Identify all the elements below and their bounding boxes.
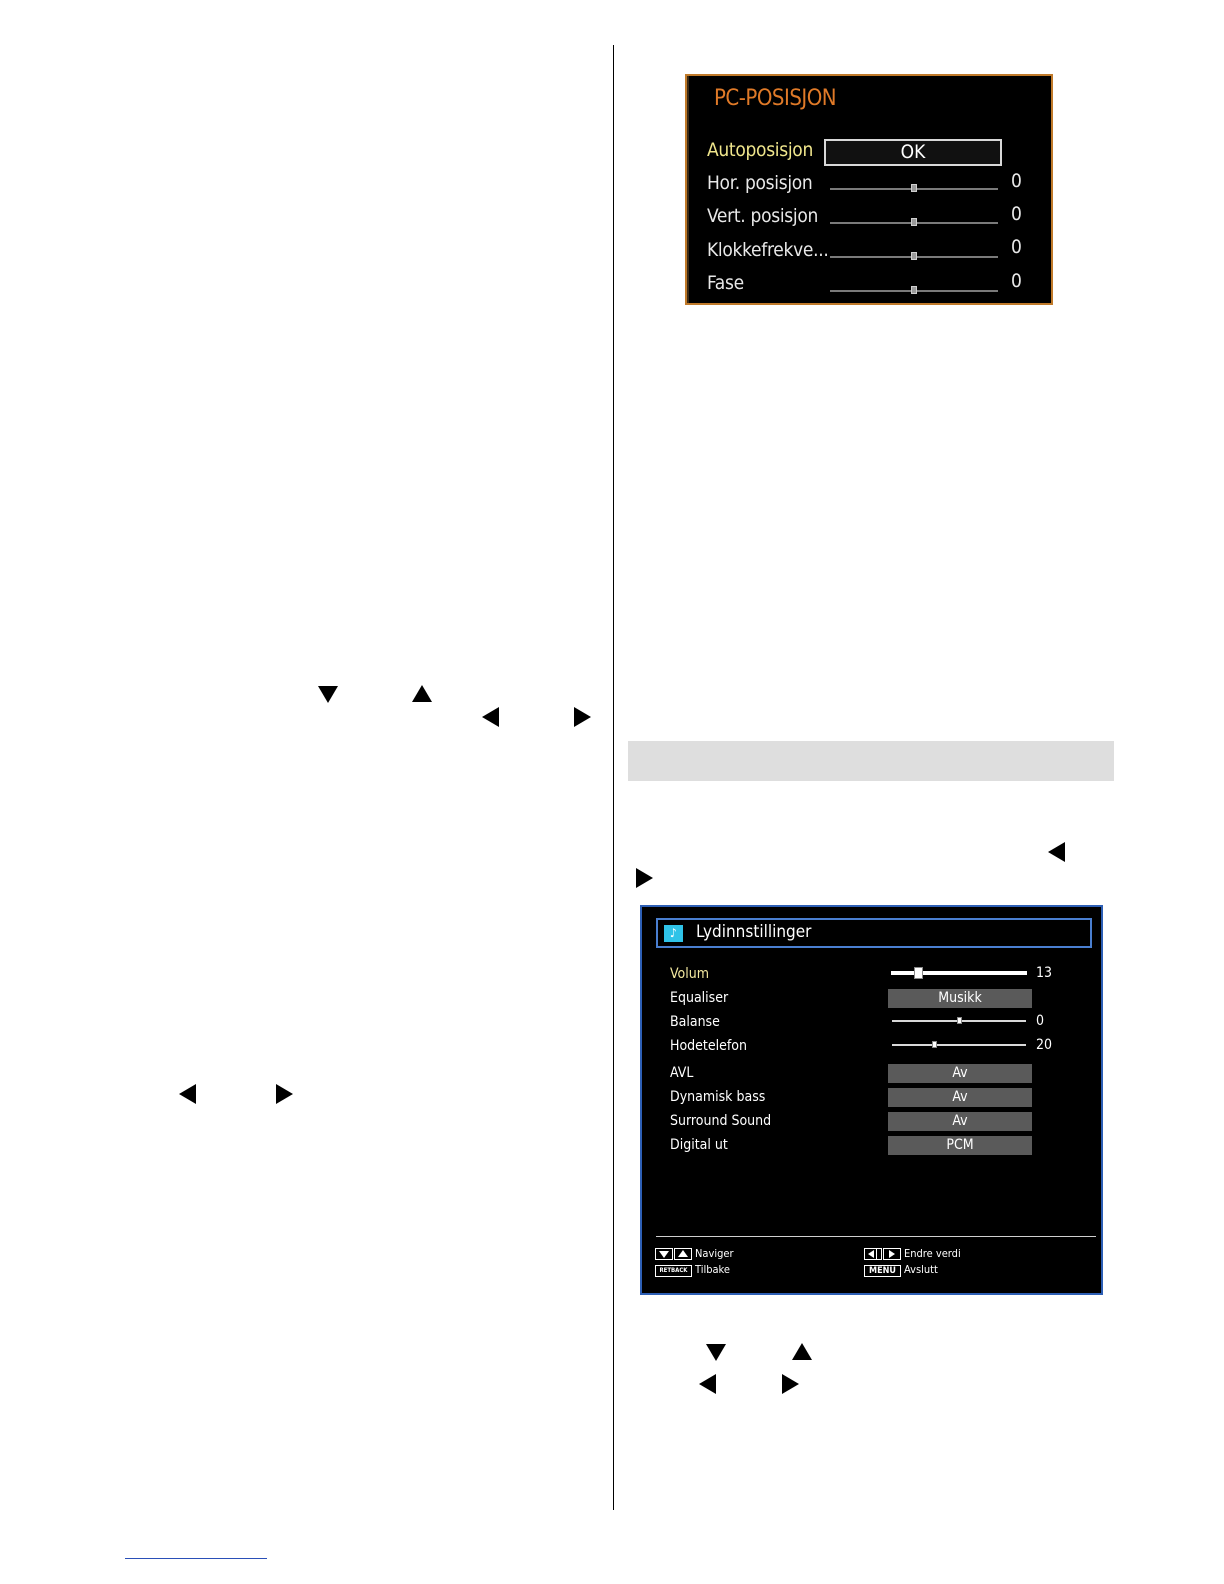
back-hint: Tilbake: [695, 1263, 730, 1276]
headphone-value: 20: [1036, 1037, 1053, 1053]
hor-position-label[interactable]: Hor. posisjon: [707, 172, 813, 194]
menu-key-icon: MENU: [864, 1265, 901, 1277]
volume-label[interactable]: Volum: [670, 966, 709, 982]
volume-value: 13: [1036, 965, 1053, 981]
equaliser-option[interactable]: Musikk: [888, 989, 1032, 1008]
avl-option[interactable]: Av: [888, 1064, 1032, 1083]
balance-slider-thumb[interactable]: [957, 1017, 962, 1024]
footer-link-underline: [125, 1558, 267, 1559]
phase-label[interactable]: Fase: [707, 272, 744, 294]
vert-position-value: 0: [1011, 203, 1022, 225]
column-divider: [613, 45, 614, 1510]
phase-value: 0: [1011, 270, 1022, 292]
menu-edge: [687, 76, 689, 303]
clock-frequency-value: 0: [1011, 236, 1022, 258]
menu-title: PC-POSISJON: [714, 86, 837, 111]
slider-thumb[interactable]: [911, 184, 917, 192]
menu-header: [656, 918, 1092, 948]
slider-thumb[interactable]: [911, 252, 917, 260]
right-arrow-icon: [276, 1084, 293, 1104]
vert-position-label[interactable]: Vert. posisjon: [707, 205, 819, 227]
up-key-icon: [674, 1248, 692, 1260]
dynamic-bass-label[interactable]: Dynamisk bass: [670, 1089, 766, 1105]
left-arrow-icon: [1048, 842, 1065, 862]
surround-sound-label[interactable]: Surround Sound: [670, 1113, 772, 1129]
section-heading-bar: [628, 741, 1114, 781]
clock-frequency-label[interactable]: Klokkefrekve...: [707, 239, 829, 261]
exit-hint: Avslutt: [904, 1263, 938, 1276]
down-key-icon: [655, 1248, 673, 1260]
headphone-slider-thumb[interactable]: [932, 1041, 937, 1048]
right-arrow-icon: [636, 868, 653, 888]
autoposition-ok-button[interactable]: OK: [824, 139, 1002, 166]
down-arrow-icon: [318, 686, 338, 703]
autoposition-label[interactable]: Autoposisjon: [707, 139, 813, 161]
pc-position-menu: [685, 74, 1053, 305]
right-arrow-icon: [782, 1374, 799, 1394]
menu-title: Lydinnstillinger: [696, 922, 812, 942]
volume-slider[interactable]: [891, 971, 1027, 975]
up-arrow-icon: [792, 1343, 812, 1360]
sound-settings-menu: [640, 905, 1103, 1295]
balance-label[interactable]: Balanse: [670, 1014, 720, 1030]
slider-thumb[interactable]: [911, 218, 917, 226]
balance-value: 0: [1036, 1013, 1045, 1029]
music-note-icon: ♪: [664, 925, 683, 942]
equaliser-label[interactable]: Equaliser: [670, 990, 729, 1006]
change-value-hint: Endre verdi: [904, 1247, 961, 1260]
avl-label[interactable]: AVL: [670, 1065, 694, 1081]
headphone-label[interactable]: Hodetelefon: [670, 1038, 747, 1054]
hor-position-value: 0: [1011, 170, 1022, 192]
right-key-icon: [883, 1248, 901, 1260]
left-arrow-icon: [699, 1374, 716, 1394]
headphone-slider[interactable]: [892, 1044, 1026, 1046]
digital-out-label[interactable]: Digital ut: [670, 1137, 728, 1153]
left-arrow-icon: [179, 1084, 196, 1104]
help-divider: [656, 1236, 1096, 1237]
down-arrow-icon: [706, 1344, 726, 1361]
surround-sound-option[interactable]: Av: [888, 1112, 1032, 1131]
left-arrow-icon: [482, 707, 499, 727]
up-arrow-icon: [412, 685, 432, 702]
volume-slider-thumb[interactable]: [914, 967, 923, 979]
right-arrow-icon: [574, 707, 591, 727]
navigate-hint: Naviger: [695, 1247, 734, 1260]
slider-thumb[interactable]: [911, 286, 917, 294]
digital-out-option[interactable]: PCM: [888, 1136, 1032, 1155]
return-key-icon: RETBACK: [655, 1265, 692, 1277]
left-key-icon: [864, 1248, 882, 1260]
dynamic-bass-option[interactable]: Av: [888, 1088, 1032, 1107]
